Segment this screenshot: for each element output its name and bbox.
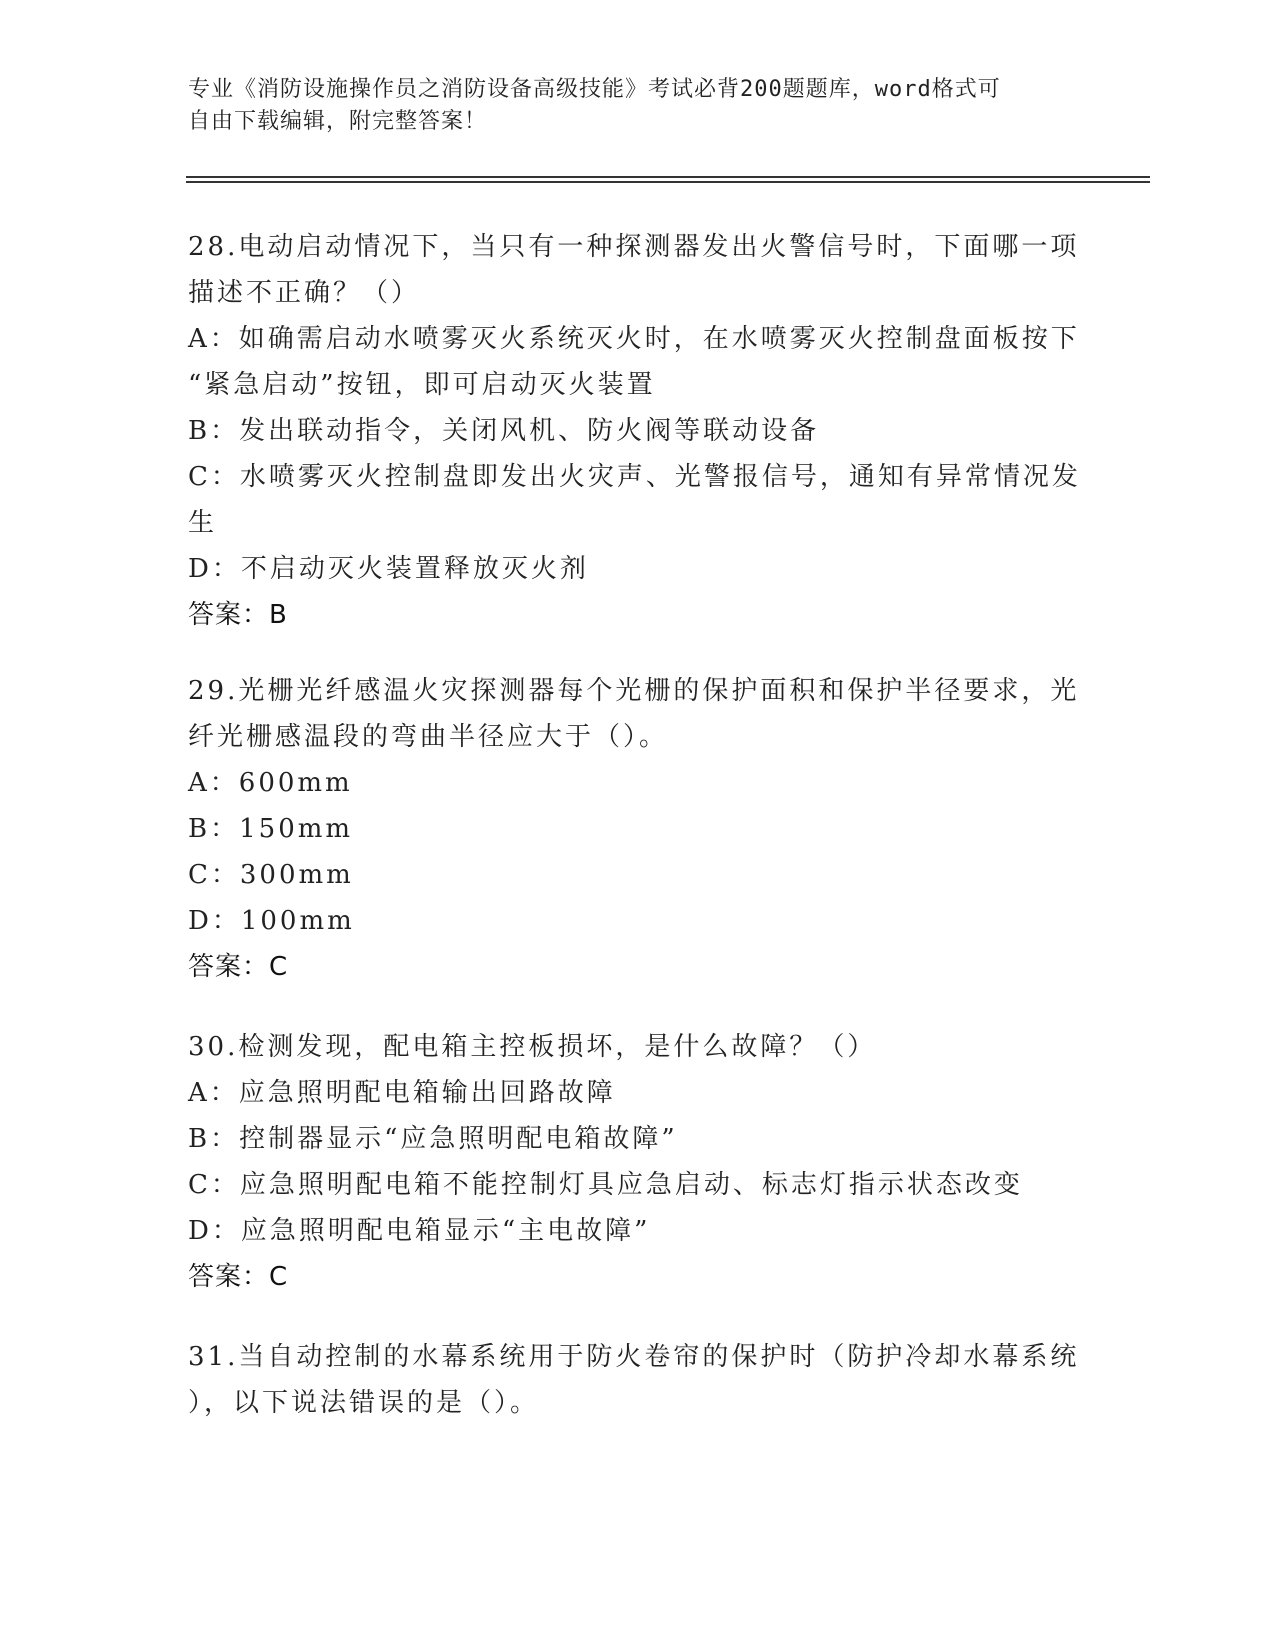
header-divider-top [186,176,1150,178]
header-line-2: 自由下载编辑，附完整答案！ [188,109,488,134]
question-31 [188,1334,1088,1426]
question-29 [188,668,1088,990]
question-28 [188,224,1088,638]
answer: 答案：B [188,600,288,630]
option-a: A：如确需启动水喷雾灭火系统灭火时，在水喷雾灭火控制盘面板按下 [188,324,1080,354]
question-text: 31.当自动控制的水幕系统用于防火卷帘的保护时（防护冷却水幕系统 [188,1342,1080,1372]
option-c: C：300mm [188,860,354,890]
option-a: “紧急启动”按钮，即可启动灭火装置 [188,370,656,400]
question-text: 30.检测发现，配电箱主控板损坏，是什么故障？（） [188,1032,877,1062]
option-d: D：不启动灭火装置释放灭火剂 [188,554,589,584]
question-text: ），以下说法错误的是（）。 [188,1388,540,1418]
option-c: C：应急照明配电箱不能控制灯具应急启动、标志灯指示状态改变 [188,1170,1023,1200]
option-a: A：600mm [188,768,353,798]
question-text: 描述不正确？（） [188,278,421,308]
header-line-1: 专业《消防设施操作员之消防设备高级技能》考试必背200题题库，word格式可 [188,77,1001,102]
answer: 答案：C [188,1262,289,1292]
option-b: B：150mm [188,814,354,844]
document-header [188,74,1088,138]
answer: 答案：C [188,952,289,982]
option-b: B：发出联动指令，关闭风机、防火阀等联动设备 [188,416,820,446]
option-d: D：100mm [188,906,355,936]
header-divider-bottom [186,181,1150,183]
option-c: 生 [188,508,218,538]
option-a: A：应急照明配电箱输出回路故障 [188,1078,616,1108]
option-d: D：应急照明配电箱显示“主电故障” [188,1216,651,1246]
question-30 [188,1024,1088,1300]
question-text: 29.光栅光纤感温火灾探测器每个光栅的保护面积和保护半径要求，光 [188,676,1080,706]
question-text: 纤光栅感温段的弯曲半径应大于（）。 [188,722,669,752]
option-b: B：控制器显示“应急照明配电箱故障” [188,1124,678,1154]
option-c: C：水喷雾灭火控制盘即发出火灾声、光警报信号，通知有异常情况发 [188,462,1081,492]
question-text: 28.电动启动情况下，当只有一种探测器发出火警信号时，下面哪一项 [188,232,1080,262]
